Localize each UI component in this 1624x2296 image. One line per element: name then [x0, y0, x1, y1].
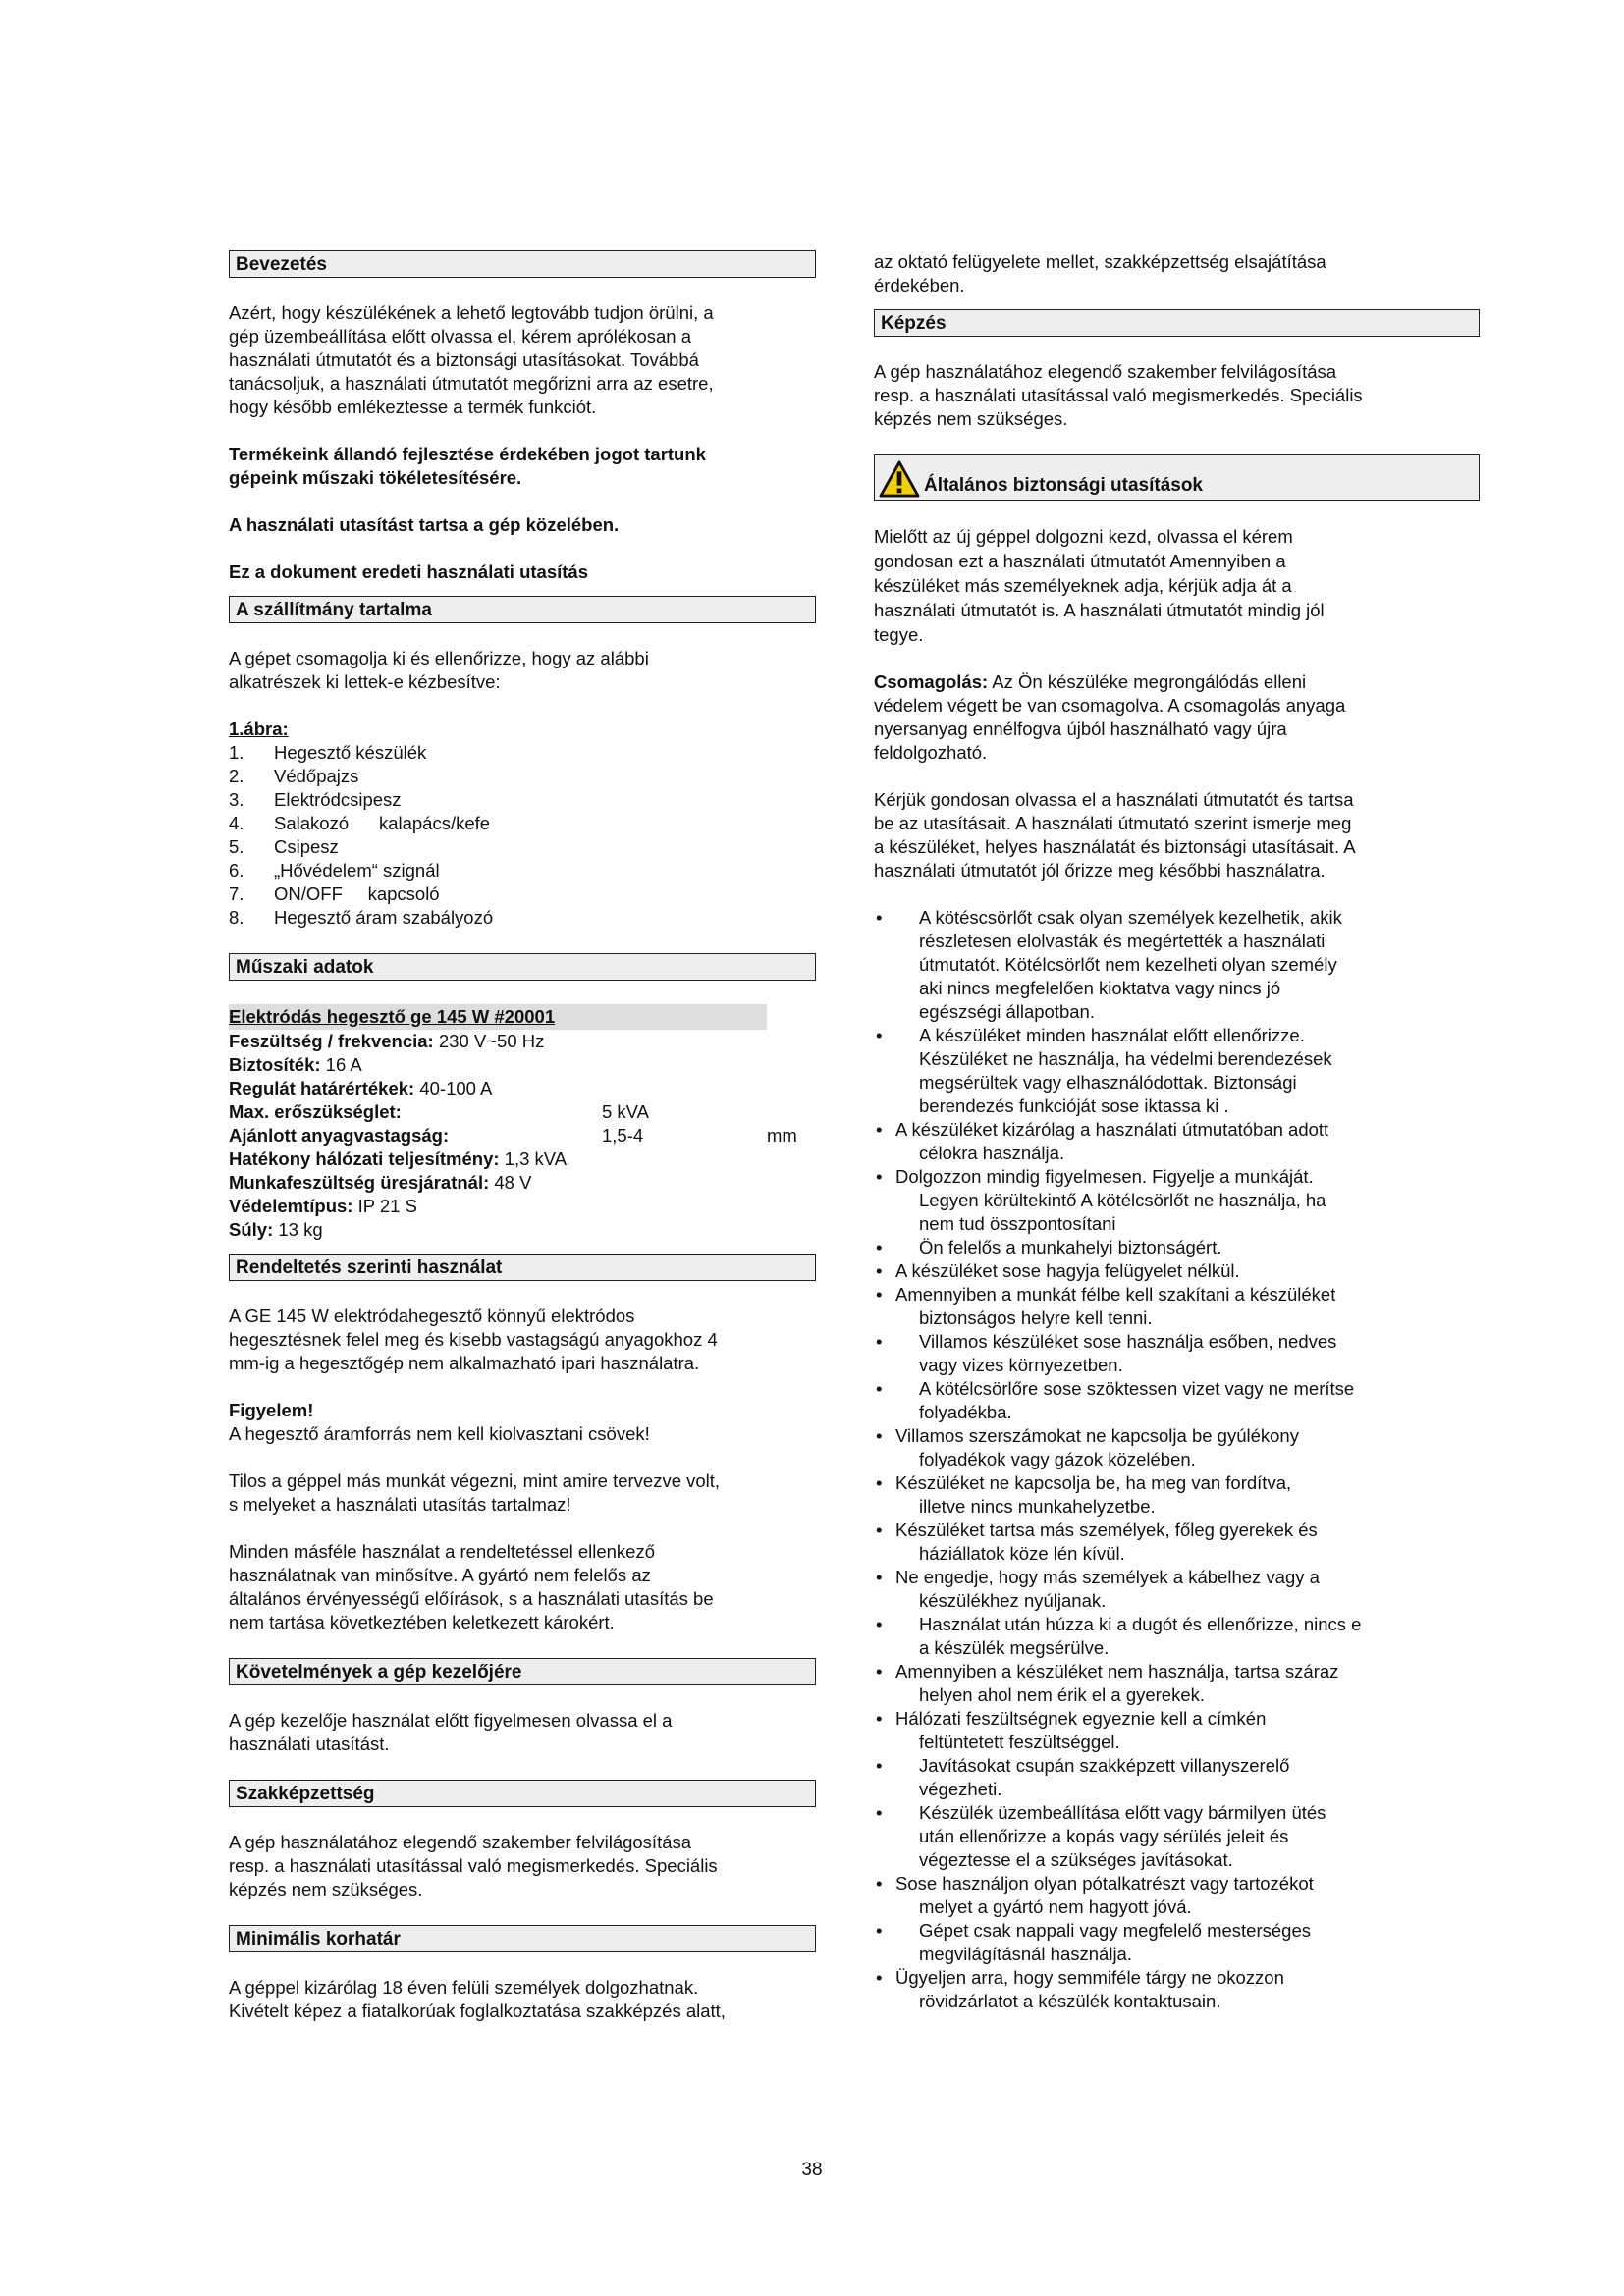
spec-label: Hatékony hálózati teljesítmény: — [229, 1148, 500, 1169]
bullet-line: Gépet csak nappali vagy megfelelő mesterséges — [919, 1920, 1311, 1941]
safety-bullet-item — [874, 1801, 1480, 1872]
bullet-line: után ellenőrizze a kopás vagy sérülés jeleit és — [919, 1826, 1289, 1846]
parts-list-text: Hegesztő készülék — [274, 742, 427, 763]
bullet-line: egészségi állapotban. — [919, 1001, 1095, 1022]
bullet-dot-icon: • — [876, 1119, 883, 1140]
bullet-dot-icon: • — [876, 1755, 883, 1776]
bullet-line: Hálózati feszültségnek egyeznie kell a címkén — [895, 1708, 1267, 1729]
spec-row — [229, 1218, 816, 1242]
spec-label: Munkafeszültség üresjáratnál: — [229, 1172, 490, 1193]
spec-value: 48 V — [489, 1172, 532, 1193]
safety-bullet-item — [874, 1966, 1480, 2013]
parts-list-text: Salakozó kalapács/kefe — [274, 813, 491, 833]
safety-intro: Mielőtt az új géppel dolgozni kezd, olvassa el kérem gondosan ezt a használati útmutatót Amennyiben a készüléket más személyeknek adja, kérjük adja át a használati útmutatót is. A használati útmutatót mindig jól tegye. — [874, 526, 1325, 645]
parts-list-text: Elektródcsipesz — [274, 789, 402, 810]
attention-label: Figyelem! — [229, 1400, 314, 1420]
parts-list-number: 2. — [229, 766, 244, 786]
bullet-line: A készüléket kizárólag a használati útmutatóban adott — [895, 1119, 1329, 1140]
section-header-usage: Rendeltetés szerinti használat — [229, 1254, 816, 1281]
bullet-line: megsérültek vagy elhasználódottak. Biztonsági — [919, 1072, 1297, 1093]
spec-value: 13 kg — [273, 1219, 323, 1240]
usage-paragraph: A GE 145 W elektródahegesztő könnyű elektródos hegesztésnek felel meg és kisebb vastagságú anyagokhoz 4 mm-ig a hegesztőgép nem alkalmazható ipari használatra. — [229, 1306, 718, 1373]
bullet-dot-icon: • — [876, 1967, 883, 1988]
safety-bullet-item — [874, 1919, 1480, 1966]
section-header-delivery: A szállítmány tartalma — [229, 596, 816, 623]
parts-list — [229, 741, 816, 930]
bullet-dot-icon: • — [876, 1708, 883, 1729]
spec-value: 1,3 kVA — [499, 1148, 568, 1169]
parts-list-item — [229, 812, 816, 835]
bullet-line: A készüléket sose hagyja felügyelet nélkül. — [895, 1260, 1240, 1281]
training-paragraph: A gép használatához elegendő szakember felvilágosítása resp. a használati utasítással való megismerkedés. Speciális képzés nem szükséges. — [874, 361, 1363, 429]
spec-label: Súly: — [229, 1219, 274, 1240]
parts-list-number: 6. — [229, 860, 244, 881]
bullet-line: a készülék megsérülve. — [919, 1637, 1110, 1658]
prohibition-paragraph: Tilos a géppel más munkát végezni, mint amire tervezve volt, s melyeket a használati utasítás tartalmaz! — [229, 1470, 721, 1515]
section-header-qualification: Szakképzettség — [229, 1780, 816, 1807]
section-header-intro: Bevezetés — [229, 250, 816, 278]
spec-label: Védelemtípus: — [229, 1196, 353, 1216]
safety-bullet-item — [874, 1330, 1480, 1377]
parts-list-number: 8. — [229, 907, 244, 928]
spec-value: 40-100 A — [414, 1078, 493, 1098]
spec-label: Regulát határértékek: — [229, 1078, 415, 1098]
safety-bullet-item — [874, 1471, 1480, 1519]
delivery-paragraph: A gépet csomagolja ki és ellenőrizze, hogy az alábbi alkatrészek ki lettek-e kézbesítve: — [229, 648, 649, 692]
bullet-line: készülékhez nyúljanak. — [919, 1590, 1107, 1611]
bullet-line: illetve nincs munkahelyzetbe. — [919, 1496, 1156, 1517]
parts-list-item — [229, 906, 816, 930]
parts-list-item — [229, 765, 816, 788]
bullet-line: célokra használja. — [919, 1143, 1065, 1163]
bullet-line: útmutatót. Kötélcsörlőt nem kezelheti olyan személy — [919, 954, 1337, 975]
safety-bullet-item — [874, 1024, 1480, 1118]
section-header-minage: Minimális korhatár — [229, 1925, 816, 1952]
right-column — [874, 250, 1480, 2013]
bullet-line: Amennyiben a munkát félbe kell szakítani a készüléket — [895, 1284, 1336, 1305]
spec-row: Ajánlott anyagvastagság: 1,5-4 mm — [229, 1125, 797, 1146]
bullet-dot-icon: • — [876, 1284, 883, 1305]
bullet-dot-icon: • — [876, 1802, 883, 1823]
original-manual-notice: Ez a dokument eredeti használati utasítás — [229, 561, 588, 582]
bullet-line: Használat után húzza ki a dugót és ellenőrizze, nincs e — [919, 1614, 1362, 1634]
safety-bullet-item — [874, 1566, 1480, 1613]
bullet-line: Készülék üzembeállítása előtt vagy bármilyen ütés — [919, 1802, 1326, 1823]
development-notice: Termékeink állandó fejlesztése érdekében jogot tartunk gépeink műszaki tökéletesítésére. — [229, 444, 706, 488]
spec-value: 230 V~50 Hz — [433, 1031, 545, 1051]
bullet-line: Javításokat csupán szakképzett villanyszerelő — [919, 1755, 1290, 1776]
bullet-line: Készüléket tartsa más személyek, főleg gyerekek és — [895, 1520, 1318, 1540]
bullet-dot-icon: • — [876, 1567, 883, 1587]
safety-bullet-item — [874, 1754, 1480, 1801]
section-header-training: Képzés — [874, 309, 1480, 337]
spec-table — [229, 1004, 816, 1242]
page-number: 38 — [801, 2160, 823, 2180]
bullet-dot-icon: • — [876, 1378, 883, 1399]
parts-list-number: 4. — [229, 813, 244, 833]
liability-paragraph: Minden másféle használat a rendeltetéssel ellenkező használatnak van minősítve. A gyártó nem felelős az általános érvényességű előírások, s a használati utasítás be nem tartása következtében keletkezett károkért. — [229, 1541, 714, 1632]
parts-list-text: Csipesz — [274, 836, 339, 857]
left-column — [229, 250, 816, 2023]
spec-row — [229, 1148, 816, 1171]
spec-value: IP 21 S — [352, 1196, 417, 1216]
section-header-specs: Műszaki adatok — [229, 953, 816, 981]
spec-row: Max. erőszükséglet: 5 kVA — [229, 1101, 649, 1122]
parts-list-item — [229, 882, 816, 906]
parts-list-number: 1. — [229, 742, 244, 763]
bullet-line: Készüléket ne használja, ha védelmi berendezések — [919, 1048, 1332, 1069]
safety-bullet-item — [874, 1283, 1480, 1330]
bullet-line: Sose használjon olyan pótalkatrészt vagy tartozékot — [895, 1873, 1314, 1894]
parts-list-item — [229, 859, 816, 882]
operator-paragraph: A gép kezelője használat előtt figyelmesen olvassa el a használati utasítást. — [229, 1710, 673, 1754]
bullet-line: végeztesse el a szükséges javításokat. — [919, 1849, 1233, 1870]
safety-bullet-item — [874, 1259, 1480, 1283]
safety-bullet-item — [874, 1519, 1480, 1566]
bullet-line: Villamos készüléket sose használja esőben, nedves — [919, 1331, 1337, 1352]
bullet-line: A kötéscsörlőt csak olyan személyek kezelhetik, akik — [919, 907, 1342, 928]
spec-label: Feszültség / frekvencia: — [229, 1031, 434, 1051]
bullet-line: folyadékok vagy gázok közelében. — [919, 1449, 1196, 1469]
figure-label: 1.ábra: — [229, 719, 289, 739]
bullet-dot-icon: • — [876, 907, 883, 928]
bullet-line: folyadékba. — [919, 1402, 1012, 1422]
bullet-dot-icon: • — [876, 1260, 883, 1281]
bullet-line: Amennyiben a készüléket nem használja, tartsa száraz — [895, 1661, 1339, 1682]
spec-row — [229, 1053, 816, 1077]
bullet-line: Ön felelős a munkahelyi biztonságért. — [919, 1237, 1222, 1257]
bullet-line: feltüntetett feszültséggel. — [919, 1732, 1120, 1752]
spec-label: Biztosíték: — [229, 1054, 321, 1075]
bullet-line: A kötélcsörlőre sose szöktessen vizet vagy ne merítse — [919, 1378, 1355, 1399]
safety-bullet-item — [874, 1377, 1480, 1424]
bullet-line: végezheti. — [919, 1779, 1002, 1799]
bullet-line: aki nincs megfelelően kioktatva vagy nincs jó — [919, 978, 1281, 998]
parts-list-text: Védőpajzs — [274, 766, 359, 786]
spec-row — [229, 1030, 816, 1053]
section-header-operator: Követelmények a gép kezelőjére — [229, 1658, 816, 1685]
bullet-dot-icon: • — [876, 1873, 883, 1894]
safety-bullet-item — [874, 1424, 1480, 1471]
parts-list-item — [229, 788, 816, 812]
bullet-line: melyet a gyártó nem hagyott jóvá. — [919, 1896, 1192, 1917]
bullet-line: Készüléket ne kapcsolja be, ha meg van fordítva, — [895, 1472, 1292, 1493]
bullet-line: Ügyeljen arra, hogy semmiféle tárgy ne okozzon — [895, 1967, 1284, 1988]
minage-paragraph: A géppel kizárólag 18 éven felüli személyek dolgozhatnak. Kivételt képez a fiatalkorúak foglalkoztatása szakképzés alatt, — [229, 1977, 726, 2021]
parts-list-number: 3. — [229, 789, 244, 810]
bullet-line: biztonságos helyre kell tenni. — [919, 1308, 1153, 1328]
safety-bullet-item — [874, 1165, 1480, 1236]
safety-bullet-item — [874, 906, 1480, 1024]
bullet-dot-icon: • — [876, 1920, 883, 1941]
parts-list-item — [229, 835, 816, 859]
bullet-line: Ne engedje, hogy más személyek a kábelhez vagy a — [895, 1567, 1320, 1587]
bullet-dot-icon: • — [876, 1520, 883, 1540]
bullet-line: helyen ahol nem érik el a gyerekek. — [919, 1684, 1206, 1705]
bullet-dot-icon: • — [876, 1614, 883, 1634]
parts-list-text: „Hővédelem“ szignál — [274, 860, 440, 881]
bullet-dot-icon: • — [876, 1661, 883, 1682]
section-header-safety: Általános biztonsági utasítások — [874, 454, 1480, 501]
bullet-line: részletesen elolvasták és megértették a használati — [919, 931, 1326, 951]
bullet-line: rövidzárlatot a készülék kontaktusain. — [919, 1991, 1221, 2011]
continued-paragraph: az oktató felügyelete mellet, szakképzettség elsajátítása érdekében. — [874, 251, 1326, 295]
warning-triangle-icon — [879, 460, 920, 498]
safety-bullet-item — [874, 1118, 1480, 1165]
spec-row — [229, 1077, 816, 1100]
keep-manual-notice: A használati utasítást tartsa a gép közelében. — [229, 514, 620, 535]
spec-row — [229, 1195, 816, 1218]
parts-list-item — [229, 741, 816, 765]
bullet-dot-icon: • — [876, 1472, 883, 1493]
attention-text: A hegesztő áramforrás nem kell kiolvasztani csövek! — [229, 1423, 650, 1444]
parts-list-text: Hegesztő áram szabályozó — [274, 907, 494, 928]
spec-row — [229, 1171, 816, 1195]
bullet-line: nem tud összpontosítani — [919, 1213, 1116, 1234]
spec-value: 16 A — [320, 1054, 362, 1075]
qualification-paragraph: A gép használatához elegendő szakember felvilágosítása resp. a használati utasítással való megismerkedés. Speciális képzés nem szükséges. — [229, 1832, 718, 1899]
bullet-dot-icon: • — [876, 1166, 883, 1187]
spec-title: Elektródás hegesztő ge 145 W #20001 — [229, 1004, 767, 1030]
parts-list-number: 5. — [229, 836, 244, 857]
bullet-line: Legyen körültekintő A kötélcsörlőt ne használja, ha — [919, 1190, 1326, 1210]
parts-list-text: ON/OFF kapcsoló — [274, 883, 440, 904]
bullet-line: megvilágításnál használja. — [919, 1944, 1132, 1964]
safety-bullet-item — [874, 1707, 1480, 1754]
read-manual-paragraph: Kérjük gondosan olvassa el a használati útmutatót és tartsa be az utasításait. A használati útmutató szerint ismerje meg a készüléket, helyes használatát és biztonsági utasításait. A használati útmutatót jól őrizze meg későbbi használatra. — [874, 789, 1356, 881]
bullet-line: berendezés funkcióját sose iktassa ki . — [919, 1095, 1229, 1116]
bullet-dot-icon: • — [876, 1331, 883, 1352]
packaging-paragraph: Csomagolás: Az Ön készüléke megrongálódás elleni védelem végett be van csomagolva. A csomagolás anyaga nyersanyag ennélfogva újból használható vagy újra feldolgozható. — [874, 671, 1346, 763]
parts-list-number: 7. — [229, 883, 244, 904]
safety-bullet-item — [874, 1613, 1480, 1660]
intro-paragraph: Azért, hogy készülékének a lehető legtovább tudjon örülni, a gép üzembeállítása előtt olvassa el, kérem aprólékosan a használati útmutatót és a biztonsági utasításokat. Továbbá tanácsoljuk, a használati útmutatót megőrizni arra az esetre, hogy később emlékeztesse a termék funkciót. — [229, 302, 714, 417]
bullet-dot-icon: • — [876, 1425, 883, 1446]
safety-bullet-list — [874, 906, 1480, 2013]
bullet-line: vagy vizes környezetben. — [919, 1355, 1123, 1375]
bullet-line: háziállatok köze lén kívül. — [919, 1543, 1125, 1564]
safety-bullet-item — [874, 1660, 1480, 1707]
safety-bullet-item — [874, 1872, 1480, 1919]
bullet-dot-icon: • — [876, 1237, 883, 1257]
bullet-line: Dolgozzon mindig figyelmesen. Figyelje a munkáját. — [895, 1166, 1314, 1187]
bullet-line: Villamos szerszámokat ne kapcsolja be gyúlékony — [895, 1425, 1299, 1446]
safety-bullet-item — [874, 1236, 1480, 1259]
bullet-line: A készüléket minden használat előtt ellenőrizze. — [919, 1025, 1305, 1045]
bullet-dot-icon: • — [876, 1025, 883, 1045]
